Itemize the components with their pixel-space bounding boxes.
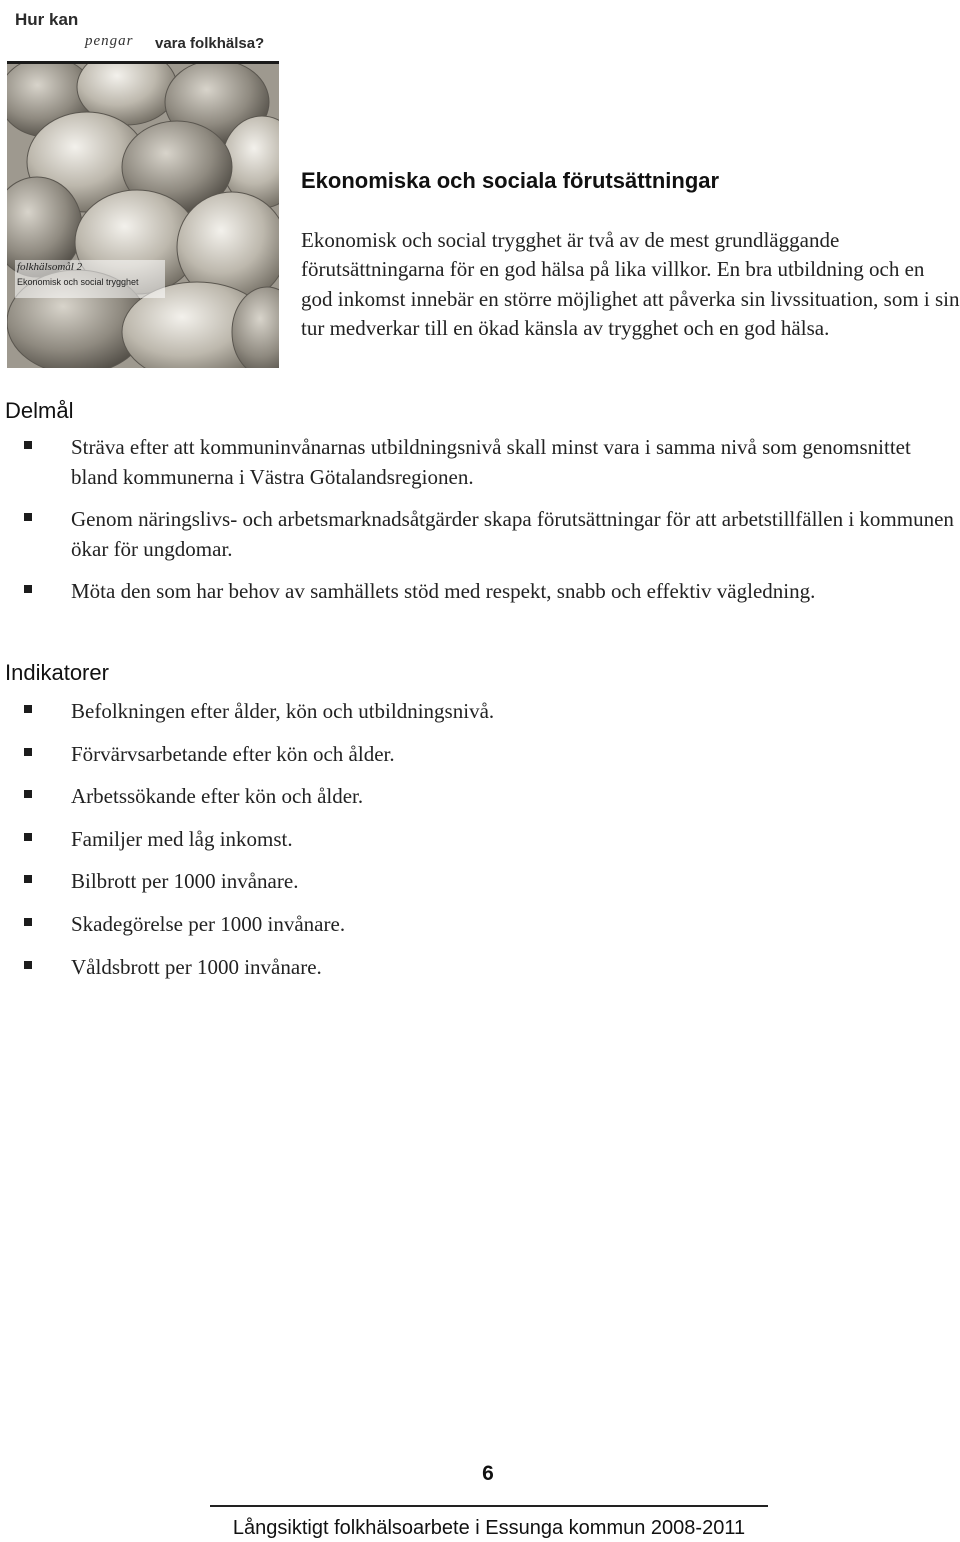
- indicator-item: [0, 824, 960, 854]
- footer-divider: [210, 1505, 768, 1507]
- cover-title-line-3: vara folkhälsa?: [155, 35, 265, 52]
- square-bullet-icon: [24, 441, 32, 449]
- indicator-item: [0, 696, 960, 726]
- goal-text: Sträva efter att kommuninvånarnas utbildningsnivå skall minst vara i samma nivå som genomsnittet bland kommunerna i Västra Götalandsregionen.: [71, 435, 911, 489]
- goals-heading: Delmål: [5, 398, 74, 423]
- indicator-text: Arbetssökande efter kön och ålder.: [71, 784, 364, 809]
- goal-text: Möta den som har behov av samhällets stöd med respekt, snabb och effektiv vägledning.: [71, 579, 816, 603]
- square-bullet-icon: [24, 790, 32, 798]
- indicator-text: Bilbrott per 1000 invånare.: [71, 869, 299, 894]
- square-bullet-icon: [24, 918, 32, 926]
- goal-text: Genom näringslivs- och arbetsmarknadsåtgärder skapa förutsättningar för att arbetstillfällen i kommunen ökar för ungdomar.: [71, 507, 954, 561]
- square-bullet-icon: [24, 833, 32, 841]
- cover-image: [7, 2, 279, 368]
- indicator-item: [0, 866, 960, 896]
- indicator-text: Våldsbrott per 1000 invånare.: [71, 954, 322, 979]
- indicator-text: Befolkningen efter ålder, kön och utbildningsnivå.: [71, 699, 495, 723]
- indicator-text: Familjer med låg inkomst.: [71, 826, 293, 851]
- square-bullet-icon: [24, 875, 32, 883]
- indicators-heading: Indikatorer: [5, 660, 109, 685]
- page-number: 6: [482, 1462, 494, 1485]
- intro-paragraph: Ekonomisk och social trygghet är två av de mest grundläggande förutsättningarna för en god hälsa på lika villkor. En bra utbildning och en god inkomst innebär en större möjlighet att påverka sin livssituation, som i sin tur medverkar till en ökad känsla av trygghet och en god hälsa.: [301, 228, 960, 341]
- square-bullet-icon: [24, 961, 32, 969]
- square-bullet-icon: [24, 513, 32, 521]
- cover-title-line-1: Hur kan: [15, 10, 79, 29]
- indicator-item: [0, 952, 960, 982]
- footer-text: Långsiktigt folkhälsoarbete i Essunga kommun 2008-2011: [232, 1517, 746, 1539]
- cover-subtitle: Ekonomisk och social trygghet: [17, 277, 139, 287]
- goal-item: [0, 576, 960, 606]
- indicators-list: [0, 696, 960, 994]
- goal-item: [0, 432, 960, 492]
- goals-list: [0, 432, 960, 618]
- cover-series: folkhälsomål 2: [17, 261, 83, 273]
- section-title: Ekonomiska och sociala förutsättningar: [301, 168, 720, 193]
- indicator-item: [0, 739, 960, 769]
- indicator-text: Skadegörelse per 1000 invånare.: [71, 911, 346, 936]
- square-bullet-icon: [24, 705, 32, 713]
- square-bullet-icon: [24, 585, 32, 593]
- indicator-item: [0, 781, 960, 811]
- indicator-item: [0, 909, 960, 939]
- cover-title-line-2: pengar: [85, 33, 134, 49]
- goal-item: [0, 504, 960, 564]
- indicator-text: Förvärvsarbetande efter kön och ålder.: [71, 741, 395, 766]
- square-bullet-icon: [24, 748, 32, 756]
